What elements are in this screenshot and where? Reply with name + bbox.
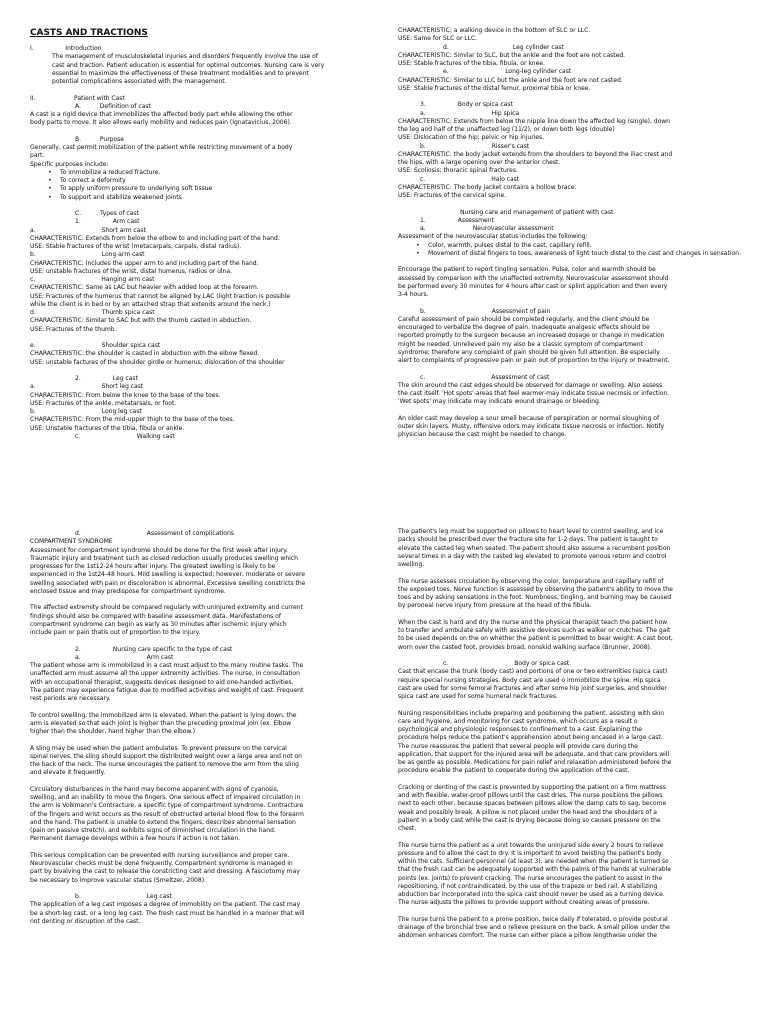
text-line: USE: Unstable fractures of the tibia, fibula or ankle.: [30, 424, 185, 432]
text-line: Cracking or denting of the cast is prevented by supporting the patient on a firm mattress: [398, 783, 666, 791]
text-line: An older cast may develop a sour smell because of perspiration or normal sloughing of: [398, 414, 660, 422]
text-line: USE: Stable fractures of the distal femur, proximal tibia or knee.: [398, 84, 591, 92]
subheading-leg-cast: 2. Leg cast: [75, 375, 138, 382]
text-line: spica cast are used for some humeral neck fractures.: [398, 693, 558, 700]
page-1-left-column: [30, 27, 375, 475]
bullet-item: • To support and stabilize weakened joints: [30, 194, 375, 202]
text-line: enclosed tissue and may predispose for compartment syndrome.: [30, 587, 226, 595]
text-line: a. Short arm cast: [30, 226, 146, 234]
text-line: include pain or pain thatis out of proportion to the injury.: [30, 629, 201, 636]
text-line: packs should be prescribed over the fracture site for 1-2 days. The patient is taught to: [398, 536, 658, 544]
text-line: The nurse assesses circulation by observing the color, temperature and capillary refill of: [398, 577, 664, 585]
text-line: USE: unstable fractures of the wrist, distal humerus, radius or ulna.: [30, 267, 232, 275]
text-line: several times in a day with the casted leg elevated to promote venous return and control: [398, 552, 667, 560]
text-line: Nursing responsibilities include preparing and positioning the patient, assisting with skin: [398, 709, 665, 717]
text-line: Encourage the patient to report tingling sensation. Pulse, color and warmth should be: [398, 266, 656, 274]
text-line: b. Risser's cast: [420, 142, 530, 150]
text-line: procedure helps reduce the patient's apprehension about being encased in a large cast.: [398, 734, 663, 742]
text-line: toes and by asking sensations in the foot. Numbness, tingling, and burning may be caused: [398, 594, 672, 601]
text-line: chest.: [398, 825, 417, 832]
text-line: The nurse reassures the patient that several people will provide care during the: [398, 742, 638, 750]
text-line: worn over the casted foot, provides broad, nonskid walking surface (Brunner, 2008).: [398, 643, 652, 651]
subheading-cast: c. Assessment of cast: [420, 373, 550, 381]
text-line: spinal nerves, the sling should support the distributed weight over a large area and not on: [30, 752, 302, 760]
text-line: c. Hanging arm cast: [30, 276, 155, 283]
text-line: reported promptly to the surgeon because an increased dosage or change in medication: [398, 332, 665, 340]
text-line: the leg and half of the unaffected leg (11/2), or down both legs (double): [398, 126, 615, 133]
text-line: A sling may be used when the patient ambulates. To prevent pressure on the cervical: [30, 744, 287, 752]
text-line: USE: unstable factures of the shoulder girdle or humerus; dislocation of the shoulder: [30, 358, 285, 366]
text-line: with an occupational therapist, suggests devices designed to aid one-handed activities.: [30, 678, 294, 686]
text-line: not denting or disruption of the cast.: [30, 917, 141, 925]
text-line: The nurse adjusts the pillows to provide support without creating areas of pressure.: [398, 899, 650, 907]
text-line: USE: Stable fractures of the wrist (metacarpals, carpals, distal radius).: [30, 243, 242, 250]
text-line: The management of musculoskeletal injuries and disorders frequently involve the use of: [52, 53, 318, 61]
text-line: (pain on passive stretch), and exhibits signs of diminished circulation in the hand.: [30, 827, 276, 834]
text-line: be performed every 30 minutes for 4 hours after cast or splint application and then every: [398, 282, 668, 290]
subheading-assessment: 1. Assessment: [420, 216, 494, 224]
text-line: CHARACTERISTIC: Similar to SLC, but the ankle and the foot are not casted.: [398, 51, 626, 59]
text-line: Careful assessment of pain should be completed regularly, and the client should be: [398, 315, 650, 323]
text-line: by peroneal nerve injury from pressure at the head of the fibula.: [398, 602, 592, 610]
section-heading-introduction: [30, 45, 375, 53]
text-line: abduction bar incorporated into the spica cast should never be used as a turning device.: [398, 891, 665, 898]
text-line: body parts to move. It also allows early mobility and reduces pain (Ignatavicius, 2006).: [30, 119, 292, 127]
text-line: rest periods are necessary.: [30, 695, 111, 702]
text-line: The nurse turns the patient as a unit towards the uninjured side every 2 hours to relieve: [398, 841, 664, 849]
text-line: The affected extremity should be compared regularly with uninjured extremity and current: [30, 604, 303, 612]
subheading-nursing-care-specific: 2. Nursing care specific to the type of cast: [75, 645, 233, 653]
text-line: the exposed toes. Nerve function is assessed by observing the patient's ability to move the: [398, 585, 673, 593]
bullet-item: • To correct a deformity: [30, 177, 375, 185]
text-line: CHARACTERISTIC: From below the knee to the base of the toes.: [30, 391, 221, 399]
bullet-item: • Movement of distal fingers to toes, awareness of light touch distal to the cast and changes in sensation.: [398, 250, 743, 258]
text-line: outer skin layers. Musty, offensive odors may indicate tissue necrosis or infection. Notify: [398, 423, 665, 430]
text-line: drainage of the bronchial tree and o relieve pressure on the back. A small pillow under the: [398, 924, 670, 931]
text-line: abdomen enhances comfort. The nurse can either place a pillow lengthwise under the: [398, 932, 657, 940]
text-line: of the fingers and wrist occurs as the result of obstructed arterial blood flow to the forearm: [30, 810, 304, 818]
text-line: When the cast is hard and dry the nurse and the physical therapist teach the patient how: [398, 618, 668, 626]
text-line: CHARACTERISTIC: Same as LAC but heavier with added loop at the forearm.: [30, 284, 259, 292]
text-line: The skin around the cast edges should be observed for damage or swelling. Also assess: [398, 381, 663, 389]
text-line: USE: Stable fractures of the tibia, fibula, or knee.: [398, 60, 545, 67]
text-line: To control swelling, the immobilized arm is elevated. When the patient is lying down, the: [30, 711, 297, 719]
document-title: CASTS AND TRACTIONS: [30, 28, 148, 38]
text-line: Generally, cast permit mobilization of the patient while restricting movement of a body: [30, 144, 293, 151]
text-line: points (ex. joints) to prevent cracking. The nurse encourages the patient to assist in the: [398, 874, 663, 882]
text-line: cast are used for some femoral fractures and after some hip joint surgeries, and shoulder: [398, 684, 667, 692]
text-line: Traumatic injury and treatment such as closed reduction usually produces swelling which: [30, 554, 298, 562]
text-line: application, that support for the injured area will be adequate, and that care providers will: [398, 750, 670, 758]
section-title: Introduction: [52, 45, 102, 52]
text-line: CHARACTERISTIC: Extends from below the elbow to and including part of the hand.: [30, 234, 280, 242]
text-line: This serious complication can be prevented with nursing surveillance and proper care.: [30, 851, 290, 859]
text-line: swelling associated with pain or discoloration is abnormal. Excessive swelling constricts the: [30, 579, 306, 587]
text-line: and the hand. The patient is unable to extend the fingers, describes abnormal sensation: [30, 818, 296, 826]
page-2-left-column: [30, 530, 375, 1024]
text-line: Permanent damage develops within a few hours if action is not taken.: [30, 835, 241, 843]
text-line: the back of the neck. The nurse encourages the patient to remove the arm from the sling: [30, 761, 299, 768]
text-line: b. Long arm cast: [30, 251, 145, 259]
text-line: USE: Scoliosis; thoracic spinal fractures.: [398, 167, 518, 175]
text-line: arm is elevated so that each joint is higher than the preceding proximal join (ex. Elbow: [30, 719, 292, 727]
text-line: The patient may experience fatigue due to modified activities and weight of cast. Frequent: [30, 686, 304, 694]
text-line: CHARACTERISTIC: Extends from below the nipple line down the affected leg (single), down: [398, 117, 670, 125]
text-line: progresses for the 1st12-24 hours after injury. The greatest swelling is likely to be: [30, 563, 276, 570]
subheading-complications: d. Assessment of complications: [75, 530, 234, 537]
text-line: physician because the cast might be needed to change.: [398, 431, 567, 439]
text-line: e. Shoulder spica cast: [30, 342, 161, 349]
subheading-definition: A. Definition of cast: [75, 102, 151, 110]
text-line: weak and possibly break. A pillow is not placed under the head and the shoulders of a: [398, 808, 657, 816]
text-line: Neurovascular checks must be done frequently. Compartment syndrome is managed in: [30, 860, 293, 867]
text-line: CHARACTERISTIC: a walking device in the bottom of SLC or LLC.: [398, 27, 591, 34]
text-line: c. Halo cast: [420, 175, 520, 183]
page-2-right-column: [398, 528, 743, 1024]
text-line: CHARACTERISTIC: Similar to SAC but with the thumb casted in abduction.: [30, 317, 252, 325]
text-line: USE: Same for SLC or LLC.: [398, 35, 478, 43]
text-line: CHARACTERISTIC: The body jacket contains a hollow brace.: [398, 183, 577, 191]
text-line: unaffected arm must assume all the upper extremity activities. The nurse, in consultation: [30, 670, 300, 678]
subheading-pain: b. Assessment of pain: [420, 307, 551, 315]
text-line: A cast is a rigid device that immobilizes the affected body part while allowing the other: [30, 111, 293, 118]
nursing-care-heading: Nursing care and management of patient with cast: [460, 208, 614, 216]
text-line: swelling, and an inability to move the fingers. One serious effect of impaired circulation in: [30, 794, 301, 801]
text-line: CHARACTERISTIC: Includes the upper arm to and including part of the hand.: [30, 259, 259, 267]
text-line: swelling.: [398, 561, 425, 568]
text-line: d. Leg cylinder cast: [443, 43, 564, 51]
compartment-syndrome-heading: COMPARTMENT SYNDROME: [30, 538, 113, 546]
text-line: USE: Fractures of the thumb.: [30, 325, 117, 333]
text-line: encouraged to verbalize the degree of pain. Inadequate analgesic effects should be: [398, 324, 650, 331]
text-line: that the fresh cast can be adequately supported with the palms of the hands at vulnerable: [398, 866, 671, 874]
text-line: syndrome; therefore any complaint of pain should be given full attention. Be especially: [398, 348, 660, 356]
section-title: Patient with Cast: [74, 94, 125, 102]
subheading-arm-cast: a. Arm cast: [75, 653, 174, 661]
text-line: compartment syndrome can begin as early as 30 minutes after ischemic injury which: [30, 620, 287, 628]
text-line: the arm is Volkmann's Contracture, a specific type of compartment syndrome. Contracture: [30, 802, 304, 810]
subheading-arm-cast: 1. Arm cast: [75, 218, 140, 226]
text-line: psychological and physiologic responses to confinement to a cast. Explaining the: [398, 726, 642, 733]
text-line: and elevate it frequently.: [30, 769, 106, 777]
bullet-item: • To apply uniform pressure to underlying soft tissue: [30, 185, 375, 193]
text-line: to transfer and ambulate safely with assistive devices such as walker or crutches. The gait: [398, 627, 671, 634]
section-heading-patient-with-cast: [30, 95, 375, 103]
specific-purposes-label: Specific purposes include:: [30, 160, 109, 168]
bullet-item: • Color, warmth, pulses distal to the cast, capillary refill.: [398, 242, 743, 250]
text-line: next to each other, because spaces between pillows allow the damp cats to sag, become: [398, 800, 667, 808]
text-line: repositioning, if not contraindicated, by the use of the trapeze or bed rail. A stabilizing: [398, 882, 658, 890]
text-line: potential complications associated with the management.: [52, 78, 227, 85]
text-line: e. Long-leg cylinder cast: [443, 68, 572, 76]
text-line: CHARACTERISTIC: the body jacket extends from the shoulders to beyond the iliac crest and: [398, 150, 673, 158]
text-line: findings should also be compared with baseline assessment data. Manifestations of: [30, 612, 281, 620]
text-line: assessed by comparison with the unaffected extremity. Neurovascular assessment should: [398, 274, 669, 282]
text-line: higher than the shoulder, hand higher than the elbow.): [30, 728, 196, 735]
subheading-types-of-cast: C. Types of cast: [75, 210, 139, 217]
text-line: The application of a leg cast imposes a degree of immobility on the patient. The cast may: [30, 901, 301, 909]
text-line: c. Walking cast: [75, 432, 175, 440]
text-line: CHARACTERISTIC: From the mid-upper thigh to the base of the toes.: [30, 416, 235, 424]
text-line: part by bivalving the cast to release the constricting cast and dressing. A fasciotomy may: [30, 868, 300, 876]
bullet-item: • To immobilize a reduced fracture.: [30, 169, 375, 177]
text-line: care and hygiene, and monitoring for cast syndrome, which occurs as a result o: [398, 717, 638, 725]
text-line: while the client is in bed or by an attached strap that extends around the neck.): [30, 300, 271, 308]
text-line: patient in a body cast while the cast is drying because doing so causes pressure on the: [398, 816, 661, 824]
text-line: 'Wet spots' may indicate may indicate wound drainage or bleeding.: [398, 398, 601, 406]
text-line: USE: Fractures of the ankle, metatarsals, or foot.: [30, 399, 177, 407]
text-line: d. Thumb spica cast: [30, 309, 155, 316]
text-line: require special nursing strategies. Body cast are used o immobilize the spine. Hip spica: [398, 676, 661, 684]
text-line: essential to maximize the effectiveness of these treatment modalities and to prevent: [52, 69, 309, 77]
text-line: The patient whose arm is immobilized in a cast must adjust to the many routine tasks. The: [30, 662, 304, 669]
text-line: CHARACTERISTIC: Similar to LLC but the ankle and the foot are not casted.: [398, 76, 623, 84]
text-line: alert to complaints of progressive pain or pain out of proportion to the injury or treatment.: [398, 357, 670, 364]
text-line: to be used depends on the on whether the patient is permitted to bear weight. A cast boot,: [398, 635, 673, 643]
text-line: experienced in the 1st24-48 hours. Mild swelling is expected; however, moderate or severe: [30, 571, 305, 579]
text-line: USE: Fractures of the humerus that cannot be aligned by LAC (light traction is possible: [30, 292, 291, 300]
intro-paragraph: [30, 53, 375, 86]
text-line: USE: Fractures of the cervical spine.: [398, 192, 507, 199]
text-line: USE: Dislocation of the hip; pelvic or hip injuries.: [398, 134, 545, 142]
text-line: a. Short leg cast: [30, 383, 144, 391]
subheading-body-spica: c. Body or spica cast: [443, 660, 570, 667]
text-line: part.: [30, 152, 45, 160]
text-line: elevate the casted leg when seated. The patient should also assume a recumbent position: [398, 544, 671, 552]
text-line: b. Long leg cast: [30, 408, 142, 415]
text-line: the hips, with a large opening over the anterior chest.: [398, 159, 561, 166]
page-1-right-column: [398, 27, 743, 475]
text-line: pressure and to allow the cast to dry. It is important to avoid twisting the patient's body: [398, 849, 662, 857]
text-line: be a short-leg cast, or a long leg cast. The fresh cast must be handled in a manner that will: [30, 909, 305, 917]
subheading-neurovascular: a. Neurovascular assessment: [420, 225, 554, 232]
section-number: I.: [30, 45, 34, 52]
text-line: procedure enable the patient to cooperate during the application of the cast.: [398, 767, 630, 775]
text-line: 3-4 hours.: [398, 291, 429, 298]
text-line: The nurse turns the patient to a prone position, twice daily if tolerated, o provide postural: [398, 915, 668, 923]
text-line: Assessment of the neurovascular status includes the following:: [398, 233, 588, 241]
text-line: a. Hip spica: [420, 109, 520, 117]
text-line: and with flexible, water-proof pillows until the cast dries. The nurse positions the pillows: [398, 792, 663, 799]
text-line: might be needed. Unrelieved pain my also be a classic symptom of compartment: [398, 340, 643, 348]
text-line: Circulatory disturbances in the hand may become apparent with signs of cyanosis,: [30, 785, 279, 793]
text-line: the cast itself. 'Hot spots'-areas that feel warmer-may indicate tissue necrosis or infection.: [398, 390, 670, 397]
text-line: be as gentle as possible. Medications for pain relief and relaxation administered before the: [398, 759, 672, 766]
section-number: II.: [30, 94, 36, 102]
subheading-leg-cast: b. Leg cast: [75, 893, 172, 900]
text-line: The patient's leg must be supported on pillows to heart level to control swelling, and ice: [398, 528, 664, 535]
text-line: within the cats. Sufficient personnel (at least 3), are needed when the patient is turned so: [398, 858, 669, 865]
text-line: Cast that encase the trunk (body cast) and portions of one or two extremities (spica cast): [398, 668, 668, 676]
text-line: Assessment for compartment syndrome should be done for the first week after injury.: [30, 546, 288, 554]
text-line: be necessary to improve vascular status (Smeltzer, 2008).: [30, 876, 206, 884]
text-line: cast and traction. Patient education is essential for optimal outcomes. Nursing care is very: [52, 61, 325, 69]
subheading-body-spica: 3. Body or spica cast: [420, 101, 513, 109]
subheading-purpose: B. Purpose: [75, 135, 124, 143]
text-line: CHARACTERISTIC: the shoulder is casted in abduction with the elbow flexed.: [30, 350, 260, 358]
